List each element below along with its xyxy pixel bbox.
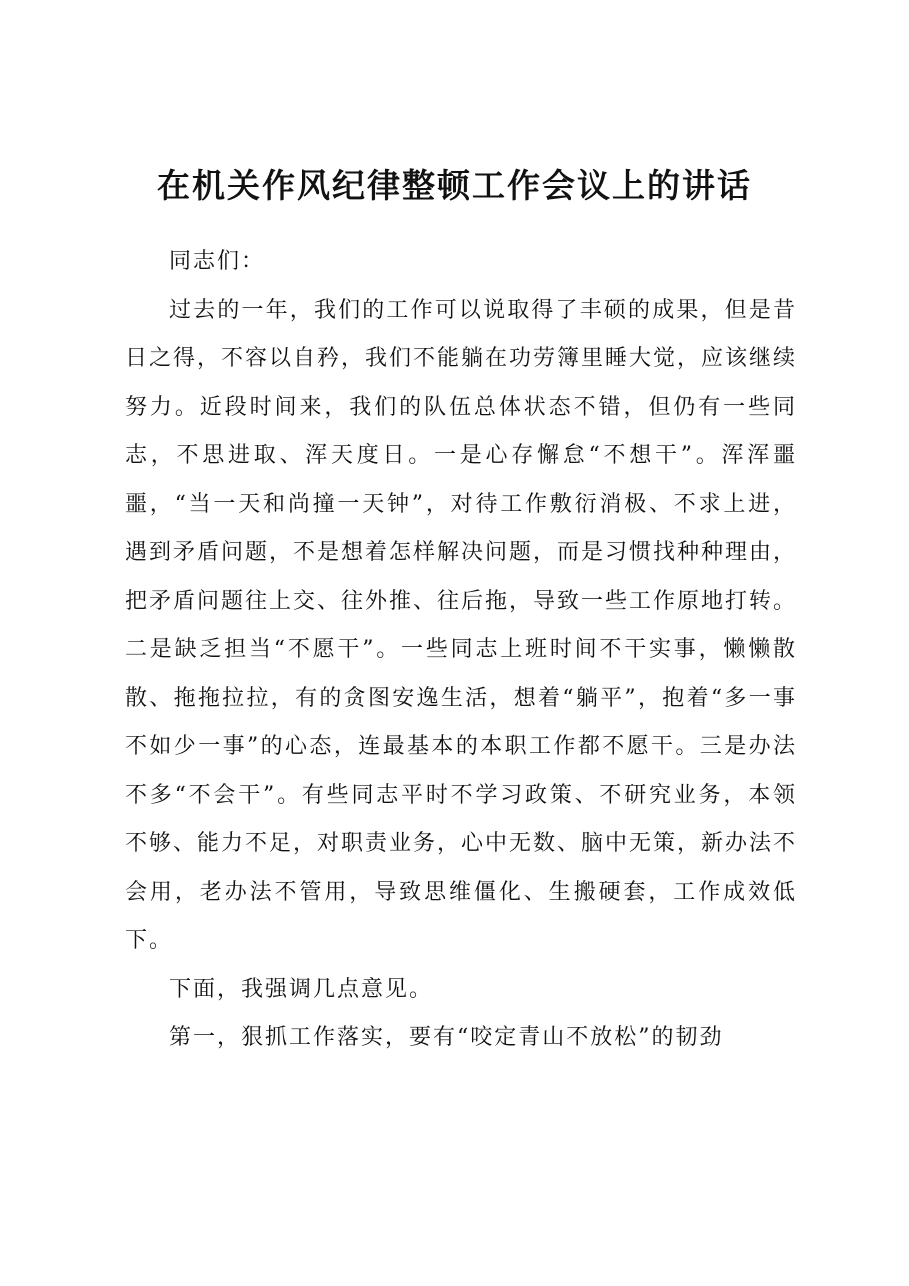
salutation-paragraph: 同志们：: [169, 249, 266, 274]
body-paragraph: 下面，我强调几点意见。: [169, 976, 434, 1002]
document-body: [125, 238, 797, 1063]
body-paragraph: 过去的一年，我们的工作可以说取得了丰硕的成果，但是昔日之得，不容以自矜，我们不能躺在功劳簿里睡大觉，应该继续努力。近段时间来，我们的队伍总体状态不错，但仍有一些同志，不思进取、浑天度日。一是心存懈怠“不想干”。浑浑噩噩，“当一天和尚撞一天钟”，对待工作敷衍消极、不求上进，遇到矛盾问题，不是想着怎样解决问题，而是习惯找种种理由，把矛盾问题往上交、往外推、往后拖，导致一些工作原地打转。二是缺乏担当“不愿干”。一些同志上班时间不干实事，懒懒散散、拖拖拉拉，有的贪图安逸生活，想着“躺平”，抱着“多一事不如少一事”的心态，连最基本的本职工作都不愿干。三是办法不多“不会干”。有些同志平时不学习政策、不研究业务，本领不够、能力不足，对职责业务，心中无数、脑中无策，新办法不会用，老办法不管用，导致思维僵化、生搬硬套，工作成效低下。: [125, 297, 798, 953]
body-paragraph: 第一，狠抓工作落实，要有“咬定青山不放松”的韧劲: [169, 1025, 724, 1050]
document-title: 在机关作风纪律整顿工作会议上的讲话: [157, 166, 752, 205]
